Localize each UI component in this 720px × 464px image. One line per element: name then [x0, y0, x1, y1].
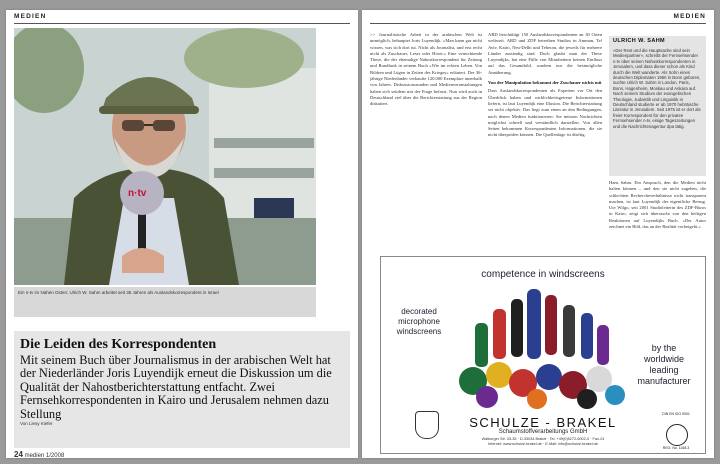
ad-address: Walburger Str. 33-35 · D-33034 Brakel · Tel. +49(0)5272-6002-0 · Fax-24 [481, 437, 605, 441]
column-1 [370, 32, 482, 247]
sidebar-body: »Der Rest und die Hauptsache sind sein Medienpartner«, schreibt der Fernsehsender n-tv über seinen Nahostkorrespondenten in Jerusalem, und dass dieser schon als Kind durch die Welt wanderte. Als Sohn eines deutschen Diplomaten 1950 in Bonn geboren, suchte Ulrich W. Sahm in London, Paris, Bonn, Hagenheim, Moskau und Ankara auf. Nach seinem Studium der evangelischen Theologie, Judaistik und Linguistik in Deutschland studierte er ab 1970 hebräische Literatur in Jerusalem. Seit 1975 ist er dort als freier Korrespondent für den privaten Fernsehsender n-tv, einige Tageszeitungen und die Nachrichtenagentur dpa tätig. [613, 48, 701, 129]
folio-left [14, 450, 64, 459]
left-page [6, 10, 358, 458]
correspondent-photo [14, 28, 316, 285]
top-rule-left [14, 23, 350, 24]
certification-seal-icon [666, 424, 688, 446]
column-2-subhead: Von der Manipulation bekommt der Zuschauer nichts mit [488, 80, 602, 86]
article-headline: Die Leiden des Korrespondenten [20, 337, 217, 352]
ad-right-text: by the worldwide leading manufacturer [637, 343, 691, 386]
issue-label: medien 1/2008 [24, 453, 65, 459]
ad-subtitle: Schaumstoffverarbeitungs GmbH [498, 429, 588, 435]
caption-box [14, 287, 316, 317]
column-1-para-a: >> Journalistische Arbeit in der arabischen Welt ist unmöglich, behauptet Joris Luyendijk. »Man kann gar nicht wissen, was sich dort tut. Nicht als Journalist, und erst recht nicht als Zuschauer, Leser oder Hörer.« Eine vernichtende These, die der ehemalige Nahostkorrespondent für Zeitung und Rundfunk in seinem Buch »Wie im echten Leben. Von Bildern und Lügen in Zeiten des Krieges« erläutert. Der 36-jährige Niederländer verkaufte 120.000 Exemplare innerhalb von Jahren. Diskussionsrunden und Medienveranstaltungen haben sich seitdem mit der Frage befasst. Nun wird auch in Deutschland viel über die Berichterstattung aus der Region diskutiert. [370, 32, 482, 107]
cert-top: DIN EN ISO 9001 [662, 412, 690, 416]
ad-contact: Internet: www.schulze-brakel.de · E-Mail: info@schulze-brakel.de [488, 442, 598, 446]
mic-label: n·tv [128, 188, 147, 199]
advertisement [380, 256, 706, 454]
running-head-right: MEDIEN [673, 13, 706, 20]
ad-brand: SCHULZE - BRAKEL [469, 415, 617, 430]
article-dek: Mit seinem Buch über Journalismus in der arabischen Welt hat der Niederländer Joris Luyendijk erneut die Diskussion um die Qualität der Nahostberichterstattung entfacht. Zwei Fernsehkorrespondenten in Kairo und Jerusalem nehmen dazu Stellung [20, 353, 332, 421]
cert-bottom: REG. No. 1168.3 [662, 446, 690, 450]
column-3 [609, 180, 706, 250]
top-rule-right [370, 23, 706, 24]
ad-left-text: decorated microphone windscreens [396, 307, 442, 336]
headline-box [14, 331, 350, 448]
right-page [362, 10, 714, 458]
sidebar-heading: ULRICH W. SAHM [613, 38, 666, 44]
windscreens-illustration [453, 285, 629, 409]
company-crest-icon [415, 411, 439, 439]
column-3-para: Hans Sahm. Ein Anspruch, den die Medien nicht halten können – und den sie nicht zugeben, die schlechten Rechercheverhältnisse nicht transparent machen, ist laut Luyendijk der eigentliche Betrug. Ute Wilgo, seit 2001 Studioleiterin des ZDF-Büros in Kairo, zeigt sich überrascht von den heftigen Reaktionen auf Luyendijks Buch. »Der Autor zeichnet ein Bild, das an der Realität vorbeigeht.« [609, 180, 706, 230]
page-number: 24 [14, 450, 23, 459]
photo-illustration [14, 28, 316, 285]
column-2-para-b: Dass Auslandskorrespondenten als Experten vor Ort den Überblick haben und wirklichkeitsgetreue Informationen liefern, ist laut Luyendijk eine Illusion. Die Berichterstattung sei nicht objektiv. Das liegt zum einen an den Bedingungen, nach denen Medien funktionieren: Sie müssen Nachrichten möglichst schnell und verständlich darstellen. Von allen Seiten bekommen Korrespondenten Informationen, die sie nicht überprüfen können. Die Quellenlage ist dürftig. [488, 88, 602, 138]
photo-caption: Ein n-tv im Nahen Osten: Ulrich W. Sahm arbeitet seit 35 Jahren als Auslandskorrespondent in Israel [18, 290, 219, 295]
profile-sidebar [609, 36, 706, 176]
ad-address-block [441, 437, 645, 447]
running-head-left: MEDIEN [14, 13, 47, 20]
ad-headline: competence in windscreens [481, 269, 605, 280]
article-byline: Von Liesy Kiefer [20, 421, 53, 426]
iso-certificate [657, 412, 695, 450]
column-2-para-a: ARD beschäftigt 150 Auslandskorrespondenten an 30 Orten weltweit. ARD und ZDF betreiben Studios in Amman, Tel Aviv, Kairo, Neu-Delhi und Teheran, die jeweils für mehrere Länder zuständig sind. Doch glaubt man der These Luyendijks, hat eine Fülle von Mitarbeitern keinen Einfluss auf das Gesamtbild, sondern nur die bestmögliche Annäherung. [488, 32, 602, 75]
column-2 [488, 32, 602, 247]
